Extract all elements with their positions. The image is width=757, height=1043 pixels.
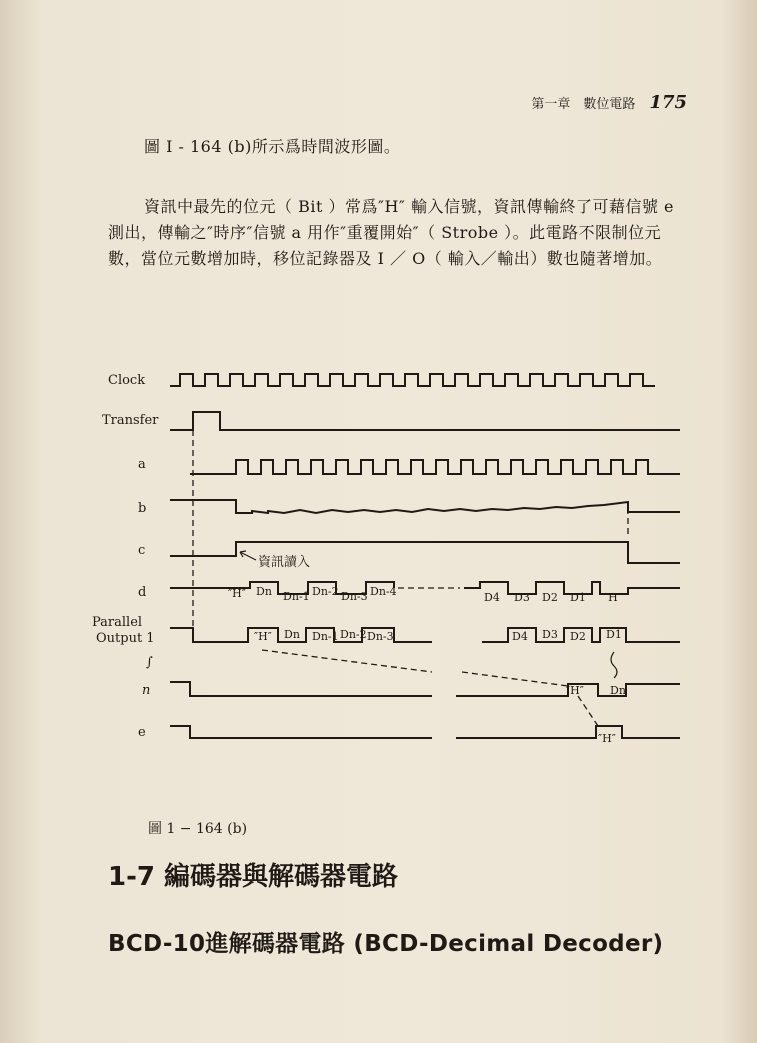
d-label-dn4: Dn-4 <box>370 585 397 598</box>
timing-diagram <box>0 360 757 780</box>
label-output1: Output 1 <box>96 631 155 646</box>
clock-waveform <box>170 374 655 386</box>
out1-label-dn1: Dn-1 <box>312 630 339 643</box>
guide-diagonal-1 <box>262 650 432 672</box>
guide-diagonal-3 <box>578 696 598 726</box>
d-label-d2: D2 <box>542 591 558 604</box>
d-label-dn1: Dn-1 <box>283 590 310 603</box>
label-transfer: Transfer <box>102 413 159 428</box>
label-d: d <box>138 585 147 600</box>
label-wave-symbol: ∫ <box>146 655 153 670</box>
out1-label-d4: D4 <box>512 630 528 643</box>
d-label-d4: D4 <box>484 591 500 604</box>
annotation-label: 資訊讀入 <box>258 555 311 570</box>
out1-label-d2: D2 <box>570 630 586 643</box>
d-label-d3: D3 <box>514 591 530 604</box>
output1-waveform <box>170 628 680 642</box>
d-label-h: ″H″ <box>228 587 246 600</box>
page-number: 175 <box>649 92 687 113</box>
figure-caption: 圖 1 − 164 (b) <box>148 821 248 837</box>
label-b: b <box>138 501 147 516</box>
label-n: n <box>142 683 151 698</box>
paragraph-1: 圖 I - 164 (b)所示爲時間波形圖。 <box>144 137 401 156</box>
chapter-title: 第一章 數位電路 <box>531 97 636 112</box>
label-c: c <box>138 543 146 558</box>
c-waveform <box>170 542 680 563</box>
n-label-dn: Dn <box>610 684 626 697</box>
label-e: e <box>138 725 146 740</box>
out1-label-h: ″H″ <box>254 630 272 643</box>
label-a: a <box>138 457 146 472</box>
n-waveform <box>170 682 680 696</box>
out1-label-dn: Dn <box>284 628 300 641</box>
page-header <box>531 92 687 113</box>
wave-break-mark <box>611 652 617 678</box>
d-label-d1: D1 <box>570 591 586 604</box>
d-label-dn2: Dn-2 <box>312 585 339 598</box>
out1-label-d1: D1 <box>606 628 622 641</box>
e-label-h: ″H″ <box>598 732 616 745</box>
d-label-dn: Dn <box>256 585 272 598</box>
out1-label-d3: D3 <box>542 628 558 641</box>
d-label-h-end: ″H″ <box>604 591 622 604</box>
d-label-dn3: Dn-3 <box>341 590 368 603</box>
paragraph-2: 資訊中最先的位元（ Bit ）常爲″H″ 輸入信號，資訊傳輸終了可藉信號 e 測出，傳輸之″時序″信號 a 用作″重覆開始″（ Strobe ）。此電路不限制位元數，當位元數增加時，移位記錄器及 I ／ O（ 輸入／輸出）數也隨著增加。 <box>108 197 675 268</box>
a-waveform <box>190 460 680 474</box>
section-title: 1-7 編碼器與解碼器電路 <box>108 862 399 892</box>
out1-label-dn2: Dn-2 <box>340 628 367 641</box>
label-clock: Clock <box>108 373 146 388</box>
guide-diagonal-2 <box>462 672 568 686</box>
section-subtitle: BCD-10進解碼器電路 (BCD-Decimal Decoder) <box>108 931 664 957</box>
b-waveform <box>170 500 680 513</box>
n-label-h: ″H″ <box>566 684 584 697</box>
out1-label-dn3: Dn-3 <box>367 630 394 643</box>
label-parallel: Parallel <box>92 615 143 630</box>
transfer-waveform <box>170 412 680 430</box>
